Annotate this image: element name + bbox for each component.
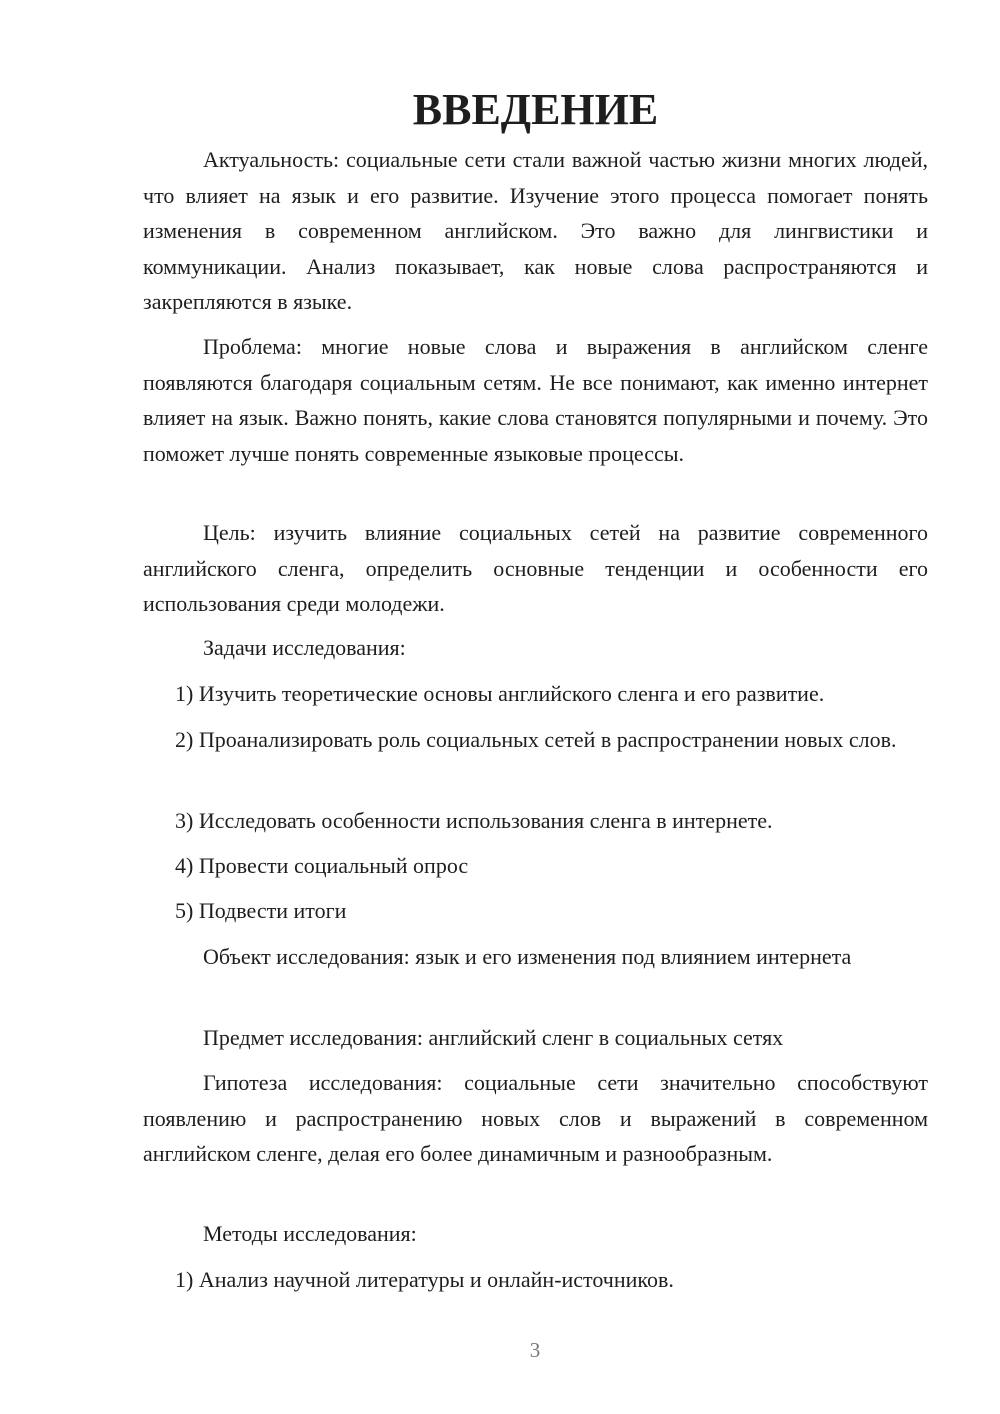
relevance-block xyxy=(143,142,928,320)
method-item-1: 1) Анализ научной литературы и онлайн-источников. xyxy=(175,1267,674,1292)
goal-block xyxy=(143,515,928,622)
methods-heading: Методы исследования: xyxy=(203,1221,417,1246)
task-item-3: 3) Исследовать особенности использования сленга в интернете. xyxy=(175,808,773,833)
section-heading: ВВЕДЕНИЕ xyxy=(412,85,659,134)
method-1-block xyxy=(143,1262,928,1298)
task-2-block xyxy=(143,722,928,758)
task-item-4: 4) Провести социальный опрос xyxy=(175,853,469,878)
problem-block xyxy=(143,329,928,471)
relevance-paragraph: Актуальность: социальные сети стали важной частью жизни многих людей, что влияет на язык и его развитие. Изучение этого процесса помогает понять изменения в современном английском. Это важно для лингвистики и коммуникации. Анализ показывает, как новые слова распространяются и закрепляются в языке. xyxy=(143,147,928,314)
task-3-block xyxy=(143,803,928,839)
page-number: 3 xyxy=(529,1338,541,1362)
problem-paragraph: Проблема: многие новые слова и выражения в английском сленге появляются благодаря социальным сетям. Не все понимают, как именно интернет влияет на язык. Важно понять, какие слова становятся популярными и почему. Это поможет лучше понять современные языковые процессы. xyxy=(143,334,928,466)
task-4-block xyxy=(143,848,928,884)
subject-block xyxy=(143,1020,928,1056)
task-1-block xyxy=(143,676,928,712)
subject-paragraph: Предмет исследования: английский сленг в социальных сетях xyxy=(203,1025,784,1050)
task-5-block xyxy=(143,893,928,929)
hypothesis-block xyxy=(143,1065,928,1172)
tasks-heading: Задачи исследования: xyxy=(203,635,406,660)
task-item-1: 1) Изучить теоретические основы английского сленга и его развитие. xyxy=(175,681,825,706)
object-block xyxy=(143,939,928,975)
goal-paragraph: Цель: изучить влияние социальных сетей на развитие современного английского сленга, определить основные тенденции и особенности его использования среди молодежи. xyxy=(143,520,928,616)
task-item-2: 2) Проанализировать роль социальных сетей в распространении новых слов. xyxy=(175,727,897,752)
task-item-5: 5) Подвести итоги xyxy=(175,898,347,923)
methods-heading-block xyxy=(143,1216,928,1252)
tasks-heading-block xyxy=(143,630,928,666)
object-paragraph: Объект исследования: язык и его изменения под влиянием интернета xyxy=(203,944,852,969)
hypothesis-paragraph: Гипотеза исследования: социальные сети значительно способствуют появлению и распространению новых слов и выражений в современном английском сленге, делая его более динамичным и разнообразным. xyxy=(143,1070,928,1166)
